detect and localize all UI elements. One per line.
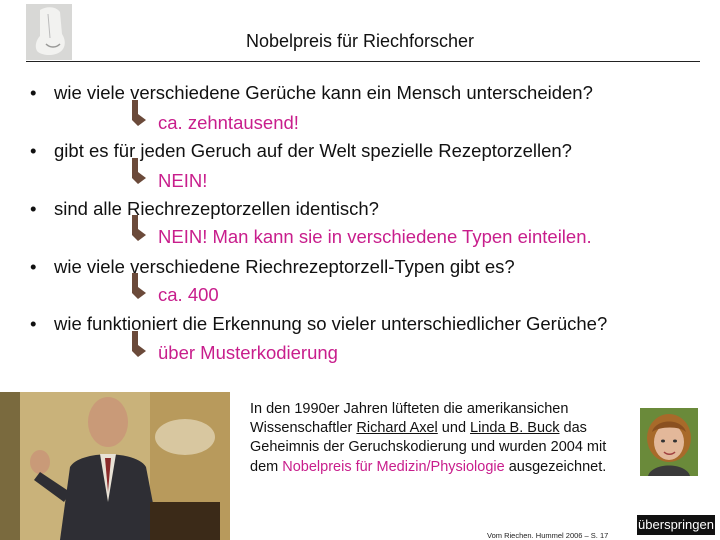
list-item: • gibt es für jeden Geruch auf der Welt spezielle Rezeptorzellen? bbox=[30, 140, 572, 161]
arrow-icon bbox=[128, 215, 156, 241]
question-text: sind alle Riechrezeptorzellen identisch? bbox=[54, 198, 379, 219]
arrow-icon bbox=[128, 273, 156, 299]
answer-text: NEIN! Man kann sie in verschiedene Typen einteilen. bbox=[158, 226, 592, 247]
answer-text: über Musterkodierung bbox=[158, 342, 338, 363]
arrow-icon bbox=[128, 100, 156, 126]
name-richard-axel: Richard Axel bbox=[356, 420, 438, 437]
arrow-icon bbox=[128, 158, 156, 184]
page-title: Nobelpreis für Riechforscher bbox=[245, 31, 475, 51]
speaker-photo bbox=[0, 392, 230, 540]
answer-text: ca. zehntausend! bbox=[158, 112, 299, 133]
name-linda-buck: Linda B. Buck bbox=[470, 420, 560, 437]
list-item: • wie funktioniert die Erkennung so vieler unterschiedlicher Gerüche? bbox=[30, 313, 608, 334]
question-text: wie funktioniert die Erkennung so vieler unterschiedlicher Gerüche? bbox=[54, 313, 608, 334]
footer-text: Vom Riechen. Hummel 2006 – S. 17 bbox=[487, 531, 609, 540]
question-text: wie viele verschiedene Riechrezeptorzell-Typen gibt es? bbox=[54, 256, 515, 277]
answer-text: ca. 400 bbox=[158, 284, 219, 305]
caption-text: In den 1990er Jahren lüfteten die amerikansichen Wissenschaftler Richard Axel und Linda B. Buck das Geheimnis der Geruchskodierung und wurden 2004 mit dem Nobelpreis für Medizin/Physiologie ausgezeichnet. bbox=[250, 401, 607, 475]
question-text: wie viele verschiedene Gerüche kann ein Mensch unterscheiden? bbox=[54, 82, 593, 103]
answer-text: NEIN! bbox=[158, 170, 208, 191]
nobel-prize-text: Nobelpreis für Medizin/Physiologie bbox=[282, 458, 505, 475]
title-divider bbox=[26, 61, 700, 62]
list-item: • wie viele verschiedene Gerüche kann ein Mensch unterscheiden? bbox=[30, 82, 593, 103]
portrait-photo bbox=[640, 408, 698, 476]
list-item: • sind alle Riechrezeptorzellen identisch? bbox=[30, 198, 379, 219]
arrow-icon bbox=[128, 331, 156, 357]
question-text: gibt es für jeden Geruch auf der Welt spezielle Rezeptorzellen? bbox=[54, 140, 572, 161]
list-item: • wie viele verschiedene Riechrezeptorzell-Typen gibt es? bbox=[30, 256, 515, 277]
skip-button[interactable]: überspringen bbox=[637, 515, 715, 535]
